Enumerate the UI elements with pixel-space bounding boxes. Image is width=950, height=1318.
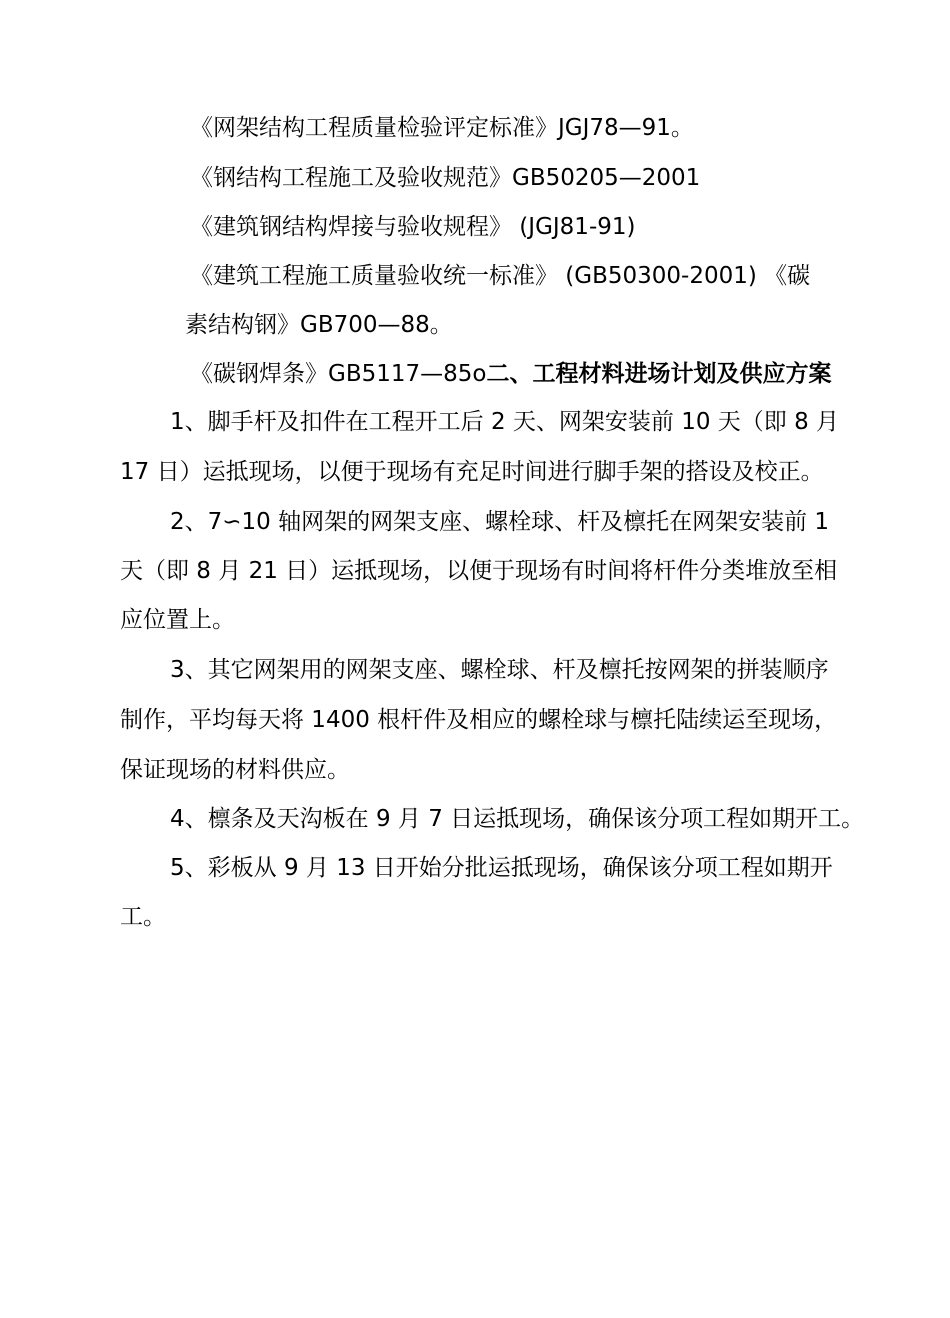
- list-item-4: 4、檩条及天沟板在 9 月 7 日运抵现场，确保该分项工程如期开工。: [170, 806, 865, 832]
- list-item-2: 2、7∽10 轴网架的网架支座、螺栓球、杆及檩托在网架安装前 1: [170, 509, 830, 535]
- list-item-1-cont: 17 日）运抵现场，以便于现场有充足时间进行脚手架的搭设及校正。: [120, 459, 824, 485]
- list-item-2-cont: 天（即 8 月 21 日）运抵现场，以便于现场有时间将杆件分类堆放至相: [120, 558, 838, 584]
- list-item-2-cont: 应位置上。: [120, 607, 235, 633]
- reference-line: 《网架结构工程质量检验评定标准》JGJ78—91。: [190, 115, 694, 141]
- list-item-3-cont: 保证现场的材料供应。: [120, 757, 350, 783]
- list-item-3-cont: 制作，平均每天将 1400 根杆件及相应的螺栓球与檩托陆续运至现场，: [120, 707, 838, 733]
- list-item-3: 3、其它网架用的网架支座、螺栓球、杆及檩托按网架的拼装顺序: [170, 657, 829, 683]
- reference-line: 素结构钢》GB700—88。: [185, 312, 453, 338]
- list-item-5: 5、彩板从 9 月 13 日开始分批运抵现场，确保该分项工程如期开: [170, 855, 833, 881]
- section-heading: 二、工程材料进场计划及供应方案: [486, 361, 832, 387]
- list-item-1: 1、脚手杆及扣件在工程开工后 2 天、网架安装前 10 天（即 8 月: [170, 409, 840, 435]
- reference-line: 《钢结构工程施工及验收规范》GB50205—2001: [190, 165, 701, 191]
- reference-line: 《建筑工程施工质量验收统一标准》 (GB50300-2001) 《碳: [190, 263, 811, 289]
- list-item-5-cont: 工。: [120, 904, 166, 930]
- reference-line: 《建筑钢结构焊接与验收规程》 (JGJ81-91): [190, 214, 636, 240]
- reference-and-heading-line: [190, 359, 831, 389]
- reference-text: 《碳钢焊条》GB5117—85o: [190, 361, 487, 387]
